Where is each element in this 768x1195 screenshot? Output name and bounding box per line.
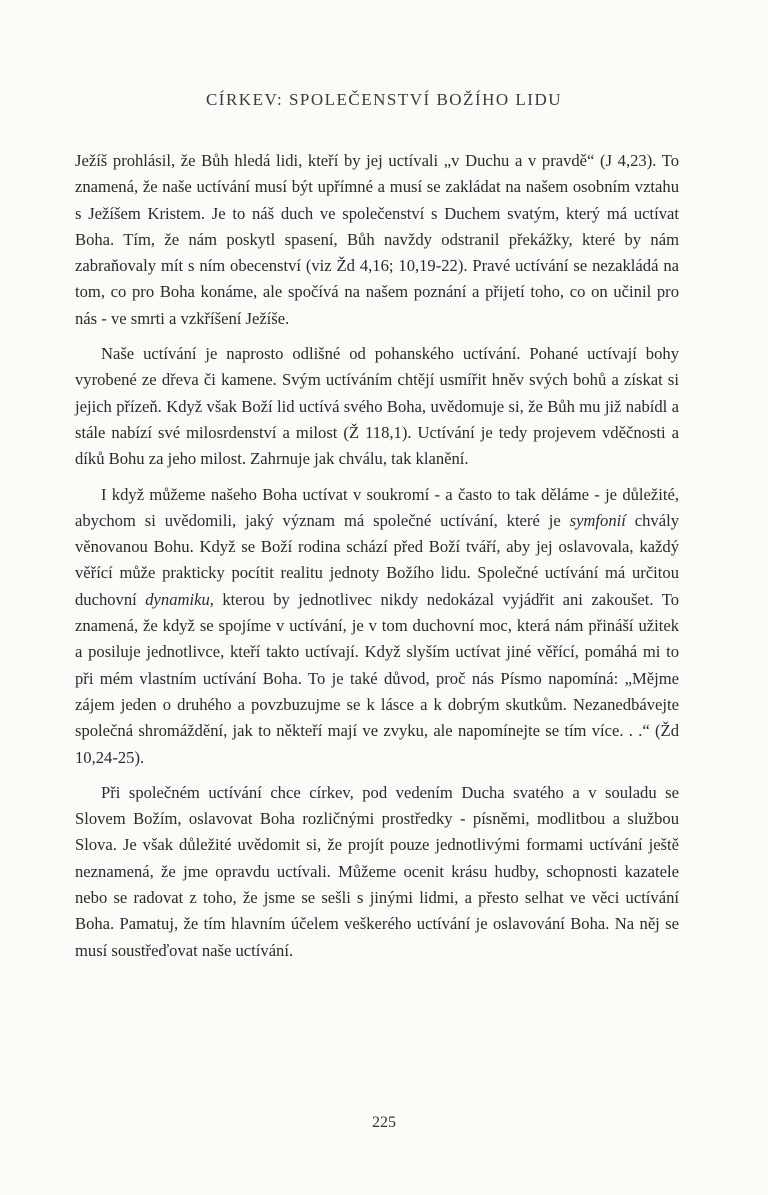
page-number: 225 bbox=[372, 1114, 396, 1131]
body-text bbox=[75, 148, 679, 973]
paragraph-3-part-2: chvály věnovanou Bohu. Když se Boží rodina schází před Boží tváří, aby jej oslavovala, každý věřící může prakticky pocítit realitu jednoty Božího lidu. Společné uctívání má určitou duchovní bbox=[75, 510, 679, 609]
emphasis-symfonii: symfonií bbox=[569, 510, 626, 530]
paragraph-2: Naše uctívání je naprosto odlišné od pohanského uctívání. Pohané uctívají bohy vyrobené ze dřeva či kamene. Svým uctíváním chtějí usmířit hněv svých bohů a získat si jejich přízeň. Když však Boží lid uctívá svého Boha, uvědomuje si, že Bůh mu již nabídl a stále nabízí své milosrdenství a milost (Ž 118,1). Uctívání je tedy projevem vděčnosti a díků Bohu za jeho milost. Zahrnuje jak chválu, tak klanění. bbox=[75, 344, 679, 469]
paragraph-4: Při společném uctívání chce církev, pod vedením Ducha svatého a v souladu se Slovem Božím, oslavovat Boha rozličnými prostředky - písněmi, modlitbou a službou Slova. Je však důležité uvědomit si, že projít pouze jednotlivými formami uctívání ještě neznamená, že jme opravdu uctívali. Můžeme ocenit krásu hudby, schopnosti kazatele nebo se radovat z toho, že jsme se sešli s jinými lidmi, a přesto selhat ve věci uctívání Boha. Pamatuj, že tím hlavním účelem veškerého uctívání je oslavování Boha. Na něj se musí soustřeďovat naše uctívání. bbox=[75, 782, 679, 960]
emphasis-dynamiku: dynamiku bbox=[145, 589, 210, 609]
paragraph-3-part-1: I když můžeme našeho Boha uctívat v soukromí - a často to tak děláme - je důležité, abychom si uvědomili, jaký význam má společné uctívání, které je bbox=[75, 484, 679, 530]
paragraph-3 bbox=[75, 482, 679, 771]
paragraph-3-part-3: , kterou by jednotlivec nikdy nedokázal vyjádřit ani zakoušet. To znamená, že když se spojíme v uctívání, je v tom duchovní moc, která nám přináší užitek a posiluje jednotlivce, kteří takto uctívají. Když slyším uctívat jiné věřící, pomáhá mi to při mém vlastním uctívání Boha. To je také důvod, proč nás Písmo napomíná: „Mějme zájem jeden o druhého a povzbuzujme se k lásce a k dobrým skutkům. Nezanedbávejte společná shromáždění, jak to někteří mají ve zvyku, ale napomínejte se tím více. . .“ (Žd 10,24-25). bbox=[75, 589, 679, 767]
chapter-heading: CÍRKEV: SPOLEČENSTVÍ BOŽÍHO LIDU bbox=[205, 90, 563, 109]
paragraph-1: Ježíš prohlásil, že Bůh hledá lidi, kteří by jej uctívali „v Duchu a v pravdě“ (J 4,23). To znamená, že naše uctívání musí být upřímné a musí se zakládat na našem osobním vztahu s Ježíšem Kristem. Je to náš duch ve společenství s Duchem svatým, který má uctívat Boha. Tím, že nám poskytl spasení, Bůh navždy odstranil překážky, které by nám zabraňovaly mít s ním obecenství (viz Žd 4,16; 10,19-22). Pravé uctívání se nezakládá na tom, co pro Boha konáme, ale spočívá na našem poznání a přijetí toho, co on učinil pro nás - ve smrti a vzkříšení Ježíše. bbox=[75, 151, 679, 328]
